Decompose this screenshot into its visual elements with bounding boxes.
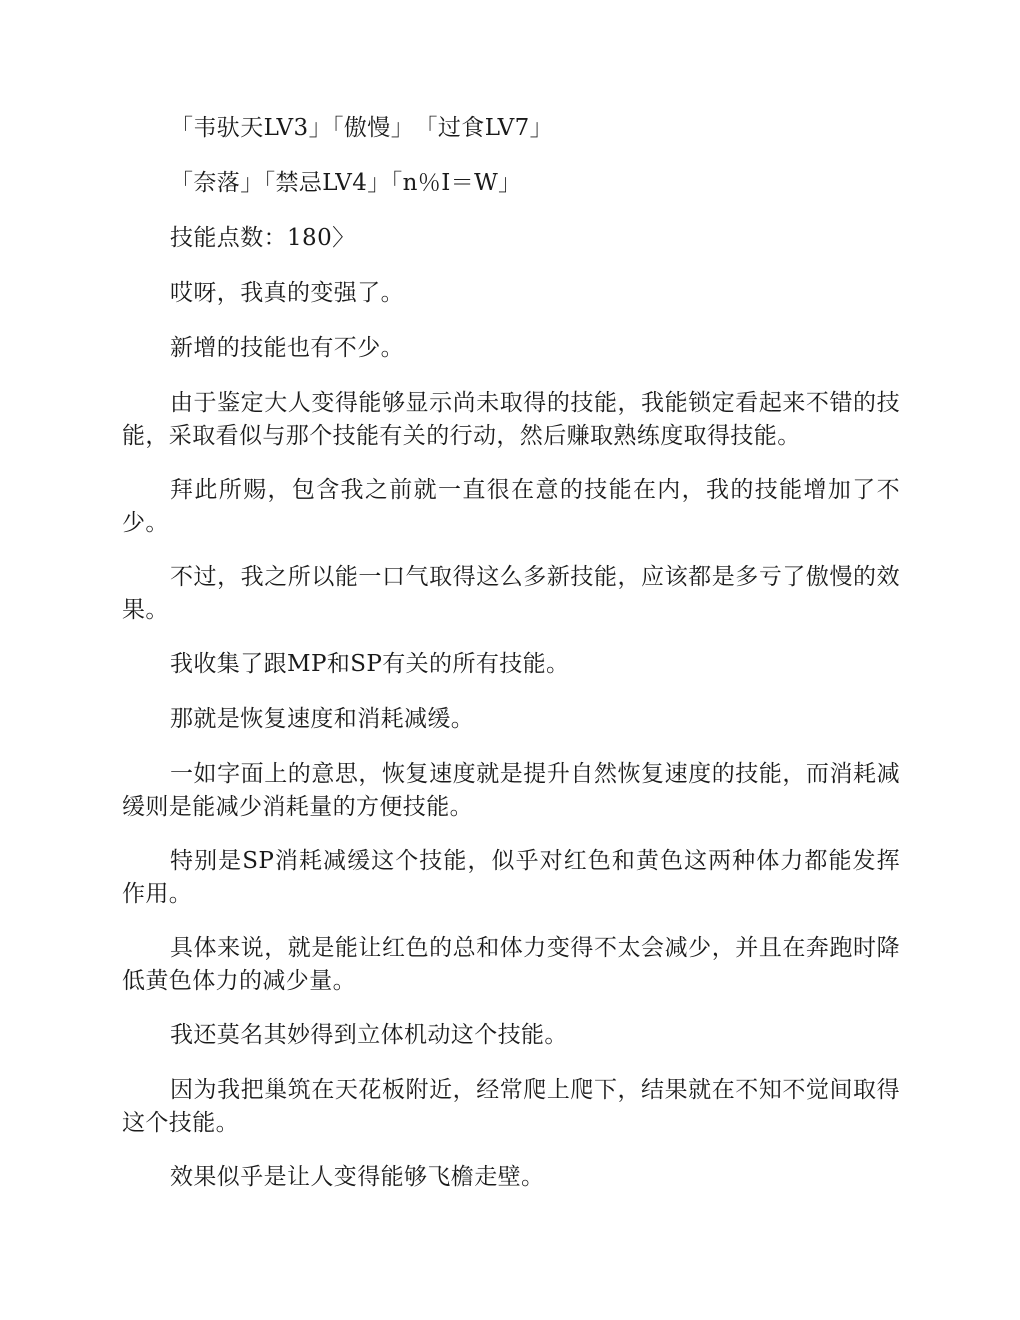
paragraph: 效果似乎是让人变得能够飞檐走壁。 — [170, 1164, 545, 1190]
status-skills-line-1: 「韦驮天LV3」「傲慢」 「过食LV7」 — [170, 115, 554, 141]
paragraph: 我收集了跟MP和SP有关的所有技能。 — [170, 651, 570, 677]
paragraph: 哎呀，我真的变强了。 — [170, 280, 404, 306]
status-skills-line-2: 「奈落」「禁忌LV4」「n％I＝W」 — [170, 170, 522, 196]
paragraph: 我还莫名其妙得到立体机动这个技能。 — [170, 1022, 568, 1048]
paragraph: 不过，我之所以能一口气取得这么多新技能，应该都是多亏了傲慢的效果。 — [122, 564, 900, 623]
paragraph: 特别是SP消耗减缓这个技能，似乎对红色和黄色这两种体力都能发挥作用。 — [122, 848, 900, 907]
paragraph: 具体来说，就是能让红色的总和体力变得不太会减少，并且在奔跑时降低黄色体力的减少量。 — [122, 935, 900, 994]
paragraph: 新增的技能也有不少。 — [170, 335, 404, 361]
paragraph: 那就是恢复速度和消耗减缓。 — [170, 706, 475, 732]
paragraph: 因为我把巢筑在天花板附近，经常爬上爬下，结果就在不知不觉间取得这个技能。 — [122, 1077, 900, 1136]
paragraph: 拜此所赐，包含我之前就一直很在意的技能在内，我的技能增加了不少。 — [122, 477, 900, 536]
status-skill-points: 技能点数：180〉 — [170, 225, 356, 251]
paragraph: 一如字面上的意思，恢复速度就是提升自然恢复速度的技能，而消耗减缓则是能减少消耗量的方便技能。 — [122, 761, 900, 820]
paragraph: 由于鉴定大人变得能够显示尚未取得的技能，我能锁定看起来不错的技能，采取看似与那个技能有关的行动，然后赚取熟练度取得技能。 — [122, 390, 900, 449]
document-page — [122, 112, 900, 1216]
